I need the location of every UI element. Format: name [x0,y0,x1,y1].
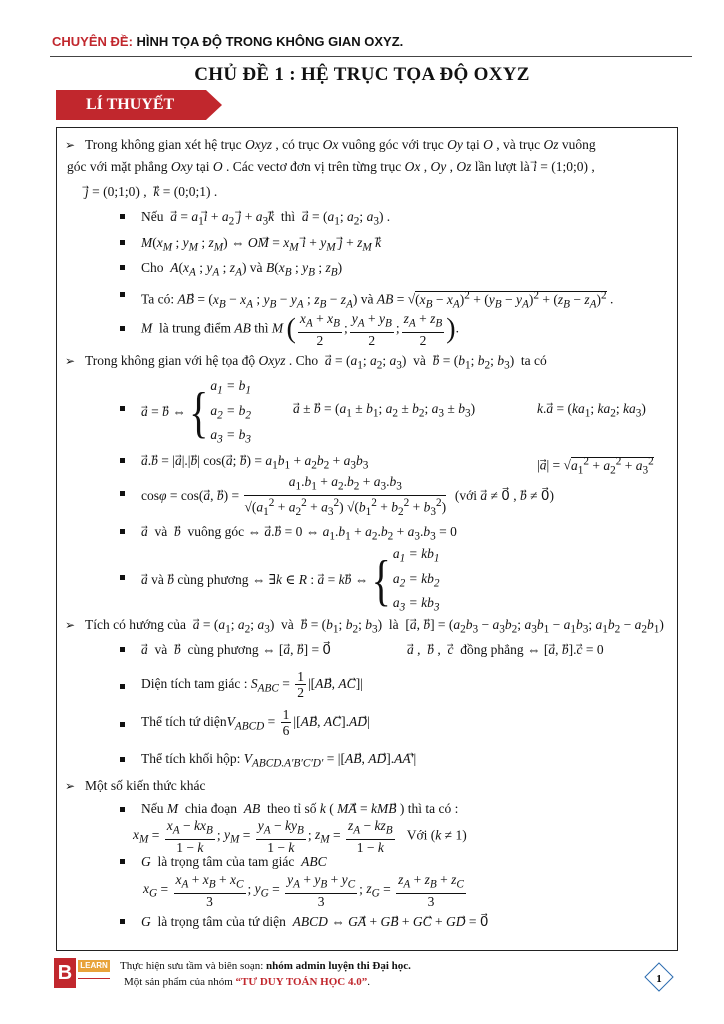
header-rule [50,56,692,57]
text-line: k.a⃗ = ($ka_1$; $ka_2$; $ka_3$) [537,401,646,420]
arrow-bullet-icon: ➢ [65,779,76,793]
text-line: M là trung điểm AB thì M ( $\frac{x_A + x_B}{2}$ ; $\frac{y_A + y_B}{2}$ ; $\frac{z_A + z_B}{2}$ ). [141,311,459,348]
text-line: |a⃗| = $√a_1^2 + a_2^2 + a_3^2$ [537,455,654,477]
square-bullet-icon [120,684,125,689]
blearn-logo: B LEARN [54,958,110,988]
text-line: $x_G$ = $\frac{x_A + x_B + x_C}{3}$ ; $y_G$ = $\frac{y_A + y_B + y_C}{3}$ ; $z_G$ = $\frac{z_A + z_B + z_C}{3}$ [143,872,464,909]
square-bullet-icon [120,529,125,534]
text-line: Trong không gian với hệ tọa độ Oxyz . Cho a⃗ = ($a_1$; $a_2$; $a_3$) và b⃗ = ($b_1$; $b_2$; $b_3$) ta có [85,353,547,372]
text-line: $x_M$ = $\frac{x_A - kx_B}{1 - k}$ ; $y_M$ = $\frac{y_A - ky_B}{1 - k}$ ; $z_M$ = $\frac{z_A - kz_B}{1 - k}$ Với (k ≠ 1) [133,818,467,855]
square-bullet-icon [120,326,125,331]
arrow-bullet-icon: ➢ [65,138,76,152]
text-line: a⃗ , b⃗ , c⃗ đồng phẳng ⇔ [a⃗, b⃗].c⃗ = 0 [407,642,604,657]
running-header: CHUYÊN ĐỀ: HÌNH TỌA ĐỘ TRONG KHÔNG GIAN OXYZ. [52,34,404,49]
diamond-icon [644,962,674,992]
square-bullet-icon [120,265,125,270]
text-line: Thể tích tứ diệnV$_{ABCD}$ = $\frac{1}{6}$ |[AB⃗, AC⃗].AD⃗| [141,707,370,739]
square-bullet-icon [120,722,125,727]
text-line: Thể tích khối hộp: $V_{ABCD.A'B'C'D'}$ = |[AB⃗, AD⃗].AA′⃗| [141,751,417,770]
text-line: Một số kiến thức khác [85,778,206,793]
square-bullet-icon [120,859,125,864]
text-line: góc với mặt phẳng Oxy tại O . Các vectơ đơn vị trên từng trục Ox , Oy , Oz lần lượt là i⃗ = (1;0;0) , [67,159,595,174]
text-line: Ta có: AB⃗ = ($x_B - x_A$ ; $y_B - y_A$ ; $z_B - z_A$) và AB = $√(x_B - x_A)^2 + (y_B - y_A)^2 + (z_B - z_A)^2$ . [141,289,614,311]
square-bullet-icon [120,807,125,812]
square-bullet-icon [120,406,125,411]
text-line: Diện tích tam giác : $S_{ABC}$ = $\frac{1}{2}$ |[AB⃗, AC⃗]| [141,669,363,701]
footer-credit: Thực hiện sưu tầm và biên soạn: nhóm admin luyện thi Đại học. [120,960,411,972]
text-line: a⃗ ± b⃗ = ($a_1 \pm b_1$; $a_2 \pm b_2$; $a_3 \pm b_3$) [293,401,476,420]
text-line: a⃗ và b⃗ cùng phương ⇔ ∃k ∈ R : a⃗ = kb⃗ ⇔ { $a_1 = kb_1$ $a_2 = kb_2$ $a_3 = kb_3$ [141,546,440,615]
text-line: a⃗ = b⃗ ⇔ { $a_1 = b_1$ $a_2 = b_2$ $a_3 = b_3$ [141,378,251,447]
square-bullet-icon [120,919,125,924]
square-bullet-icon [120,491,125,496]
square-bullet-icon [120,214,125,219]
text-line: G là trọng tâm của tam giác ABC [141,854,327,869]
content-box [56,127,678,951]
text-line: $M(x_M$ ; $y_M$ ; $z_M$) ⇔ OM⃗ = $x_M$ i⃗ + $y_M$ j⃗ + $z_M$ k [141,235,382,254]
section-tag: LÍ THUYẾT [56,90,206,120]
square-bullet-icon [120,292,125,297]
page-title: CHỦ ĐỀ 1 : HỆ TRỤC TỌA ĐỘ OXYZ [194,64,530,85]
square-bullet-icon [120,458,125,463]
square-bullet-icon [120,575,125,580]
square-bullet-icon [120,647,125,652]
text-line: a⃗.b⃗ = |a⃗|.|b⃗| cos(a⃗; b⃗) = $a_1b_1 + a_2b_2 + a_3b_3$ [141,453,369,472]
text-line: a⃗ và b⃗ vuông góc ⇔ a⃗.b⃗ = 0 ⇔ $a_1.b_1 + a_2.b_2 + a_3.b_3 = 0$ [141,524,457,543]
square-bullet-icon [120,240,125,245]
text-line: Trong không gian xét hệ trục Oxyz , có trục Ox vuông góc với trục Oy tại O , và trục Oz vuông [85,137,596,152]
text-line: j⃗ = (0;1;0) , k⃗ = (0;0;1) . [85,184,218,199]
text-line: Nếu a⃗ = $a_1i⃗ + a_2$ j⃗ + $a_3k⃗$ thì a⃗ = ($a_1$; $a_2$; $a_3$) . [141,209,391,228]
text-line: G là trọng tâm của tứ diện ABCD ⇔ GA⃗ + GB⃗ + GC⃗ + GD⃗ = 0⃗ [141,914,489,929]
text-line: Nếu M chia đoạn AB theo tỉ số k ( MA⃗ = kMB⃗ ) thì ta có : [141,801,459,816]
text-line: Cho $A(x_A$ ; $y_A$ ; $z_A$) và $B(x_B$ ; $y_B$ ; $z_B$) [141,260,343,279]
arrow-bullet-icon: ➢ [65,354,76,368]
square-bullet-icon [120,757,125,762]
page-number-badge [644,962,674,992]
text-line: cosφ = cos(a⃗, b⃗) = $\frac{a_1.b_1 + a_2.b_2 + a_3.b_3}{√(a_1^2 + a_2^2 + a_3^2) √(b_1^2 + b_2^2 + b_3^2)}$ (với a⃗ ≠ 0⃗ , b⃗ ≠ 0⃗) [141,474,555,518]
text-line: a⃗ và b⃗ cùng phương ⇔ [a⃗, b⃗] = 0⃗ [141,642,332,657]
footer-product: Một sản phẩm của nhóm “TƯ DUY TOÁN HỌC 4.0”. [124,976,370,988]
page-number: 1 [656,973,662,985]
text-line: Tích có hướng của a⃗ = ($a_1$; $a_2$; $a_3$) và b⃗ = ($b_1$; $b_2$; $b_3$) là [a⃗, b⃗] = ($a_2b_3 - a_3b_2$; $a_3b_1 - a_1b_3$; $a_1b_2 - a_2b_1$) [85,617,664,636]
arrow-bullet-icon: ➢ [65,618,76,632]
